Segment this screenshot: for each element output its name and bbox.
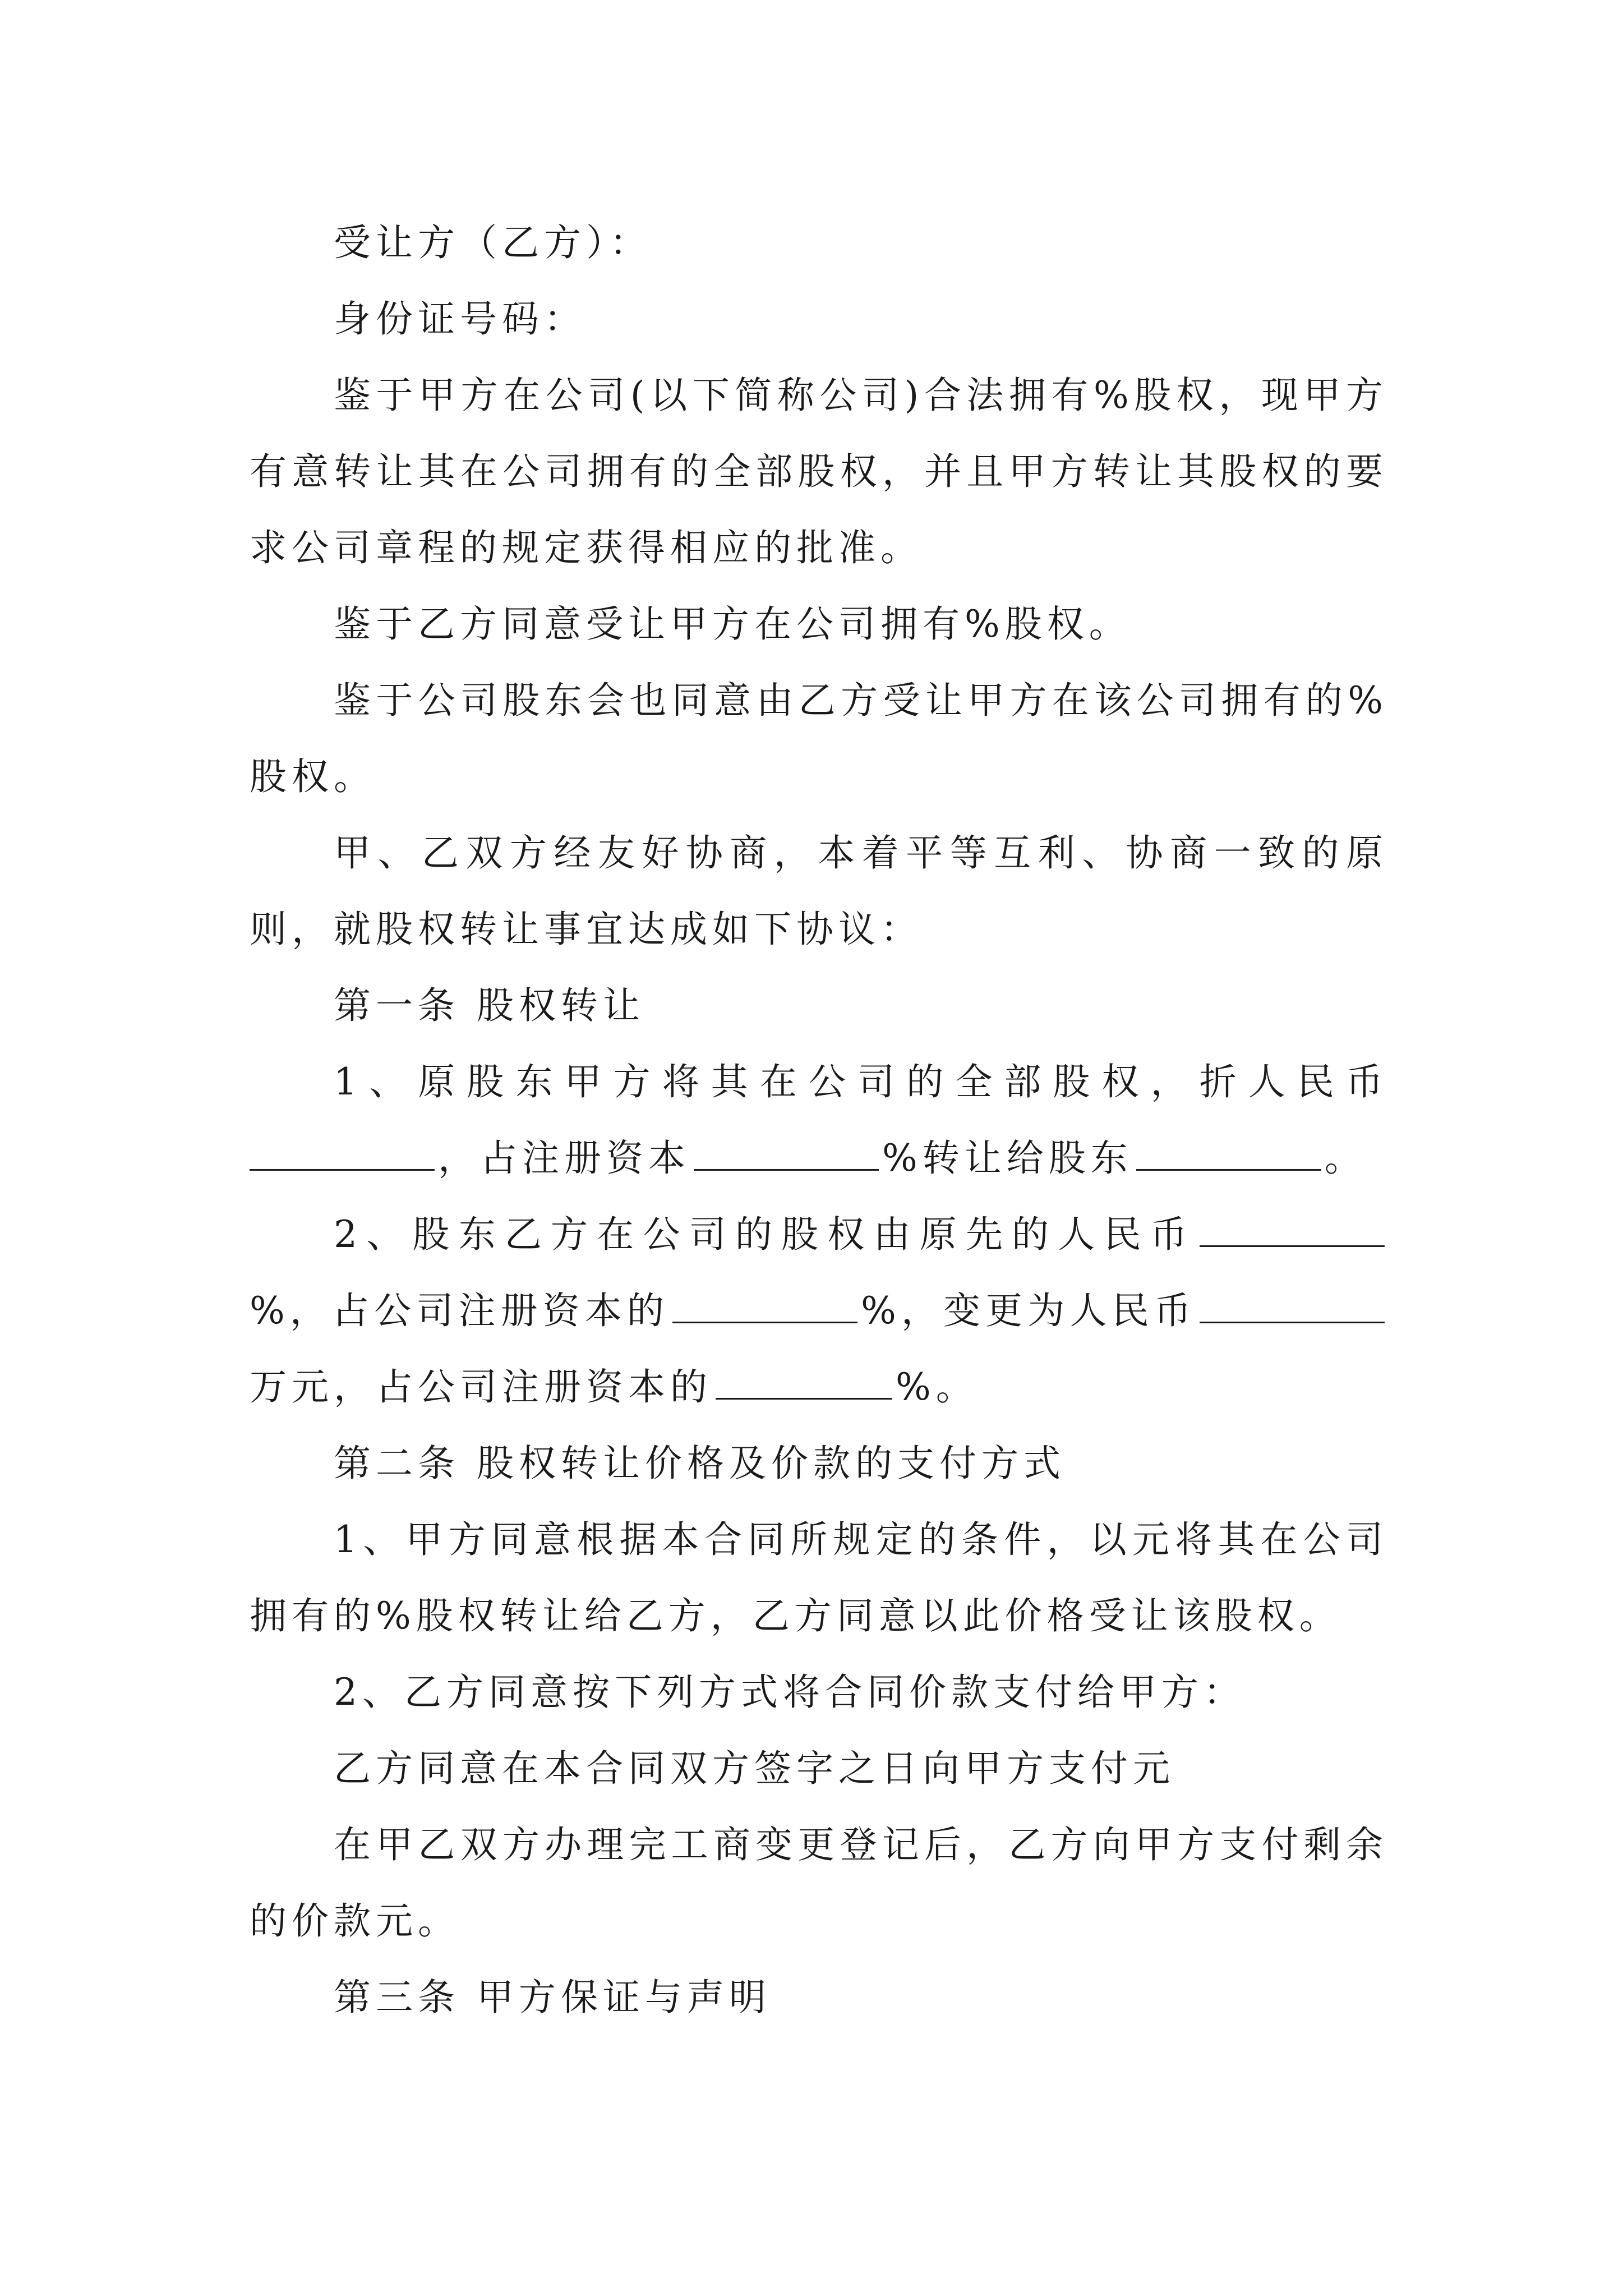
id-number-label: 身份证号码： <box>334 297 586 341</box>
clause-text: %，变更为人民币 <box>861 1289 1196 1332</box>
recital-paragraph-2: 鉴于乙方同意受让甲方在公司拥有%股权。 <box>334 602 1131 646</box>
clause-text: 万元，占公司注册资本的 <box>250 1365 712 1409</box>
clause-text: %，占公司注册资本的 <box>250 1289 670 1332</box>
article-3-heading: 第三条 甲方保证与声明 <box>334 1976 771 2019</box>
fill-blank <box>1200 1234 1385 1247</box>
article-1-clause-1 <box>250 1044 1388 1197</box>
recital-paragraph-3: 鉴于公司股东会也同意由乙方受让甲方在该公司拥有的%股权。 <box>250 679 1388 798</box>
clause-text: ，占注册资本 <box>438 1137 690 1180</box>
recital-paragraph-1: 鉴于甲方在公司(以下简称公司)合法拥有%股权，现甲方有意转让其在公司拥有的全部股权，并且甲方转让其股权的要求公司章程的规定获得相应的批准。 <box>250 374 1388 569</box>
document-body <box>250 205 1388 2036</box>
fill-blank <box>250 1158 435 1171</box>
fill-blank <box>1200 1310 1385 1323</box>
transferee-label: 受让方（乙方）： <box>334 221 652 264</box>
article-1-heading: 第一条 股权转让 <box>334 984 645 1027</box>
fill-blank <box>716 1387 892 1400</box>
article-2-clause-1: 1、甲方同意根据本合同所规定的条件，以元将其在公司拥有的%股权转让给乙方，乙方同意以此价格受让该股权。 <box>250 1518 1388 1637</box>
article-1-clause-2 <box>250 1197 1388 1425</box>
article-2-clause-2: 2、乙方同意按下列方式将合同价款支付给甲方： <box>334 1671 1246 1714</box>
fill-blank <box>1136 1158 1321 1171</box>
payment-term-1: 乙方同意在本合同双方签字之日向甲方支付元 <box>334 1747 1175 1790</box>
agreement-intro: 甲、乙双方经友好协商，本着平等互利、协商一致的原则，就股权转让事宜达成如下协议： <box>250 831 1388 951</box>
clause-text: %转让给股东 <box>882 1137 1133 1180</box>
clause-text: 2、股东乙方在公司的股权由原先的人民币 <box>334 1213 1196 1256</box>
fill-blank <box>672 1310 857 1323</box>
clause-text: 1、原股东甲方将其在公司的全部股权，折人民币 <box>334 1060 1388 1103</box>
payment-term-2: 在甲乙双方办理完工商变更登记后，乙方向甲方支付剩余的价款元。 <box>250 1823 1388 1943</box>
clause-text: 。 <box>1324 1137 1367 1180</box>
article-2-heading: 第二条 股权转让价格及价款的支付方式 <box>334 1442 1066 1485</box>
fill-blank <box>694 1158 879 1171</box>
clause-text: %。 <box>896 1365 978 1409</box>
